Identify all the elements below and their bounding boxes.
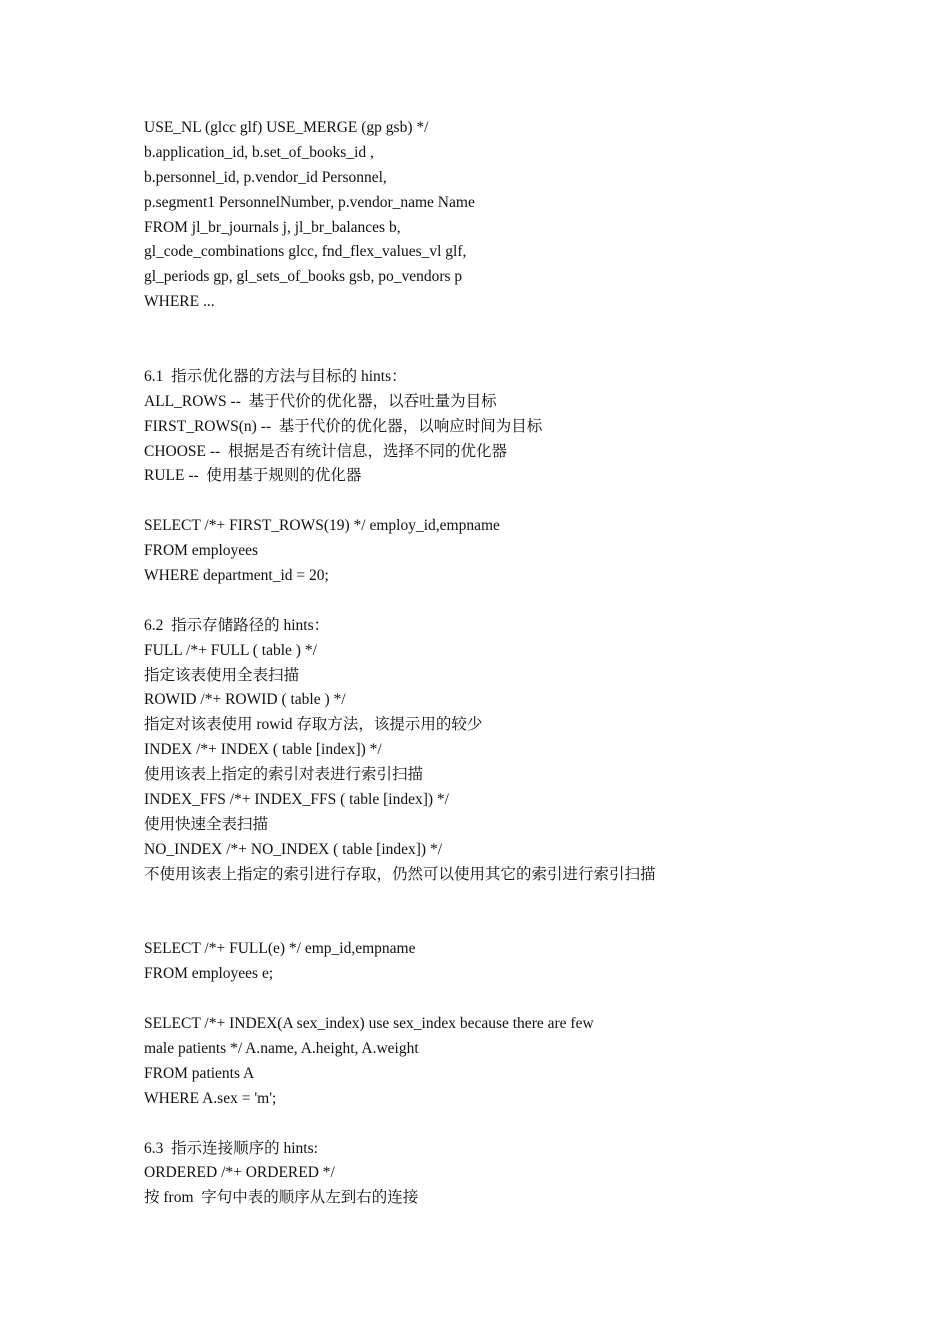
section-heading: 6.2 指示存储路径的 hints：	[144, 616, 330, 634]
text-line: RULE -- 使用基于规则的优化器	[144, 467, 362, 485]
blank-line	[144, 888, 904, 913]
code-line: FROM employees	[144, 542, 259, 560]
text-line: 指定对该表使用 rowid 存取方法，该提示用的较少	[144, 716, 483, 734]
text-line: CHOOSE -- 根据是否有统计信息，选择不同的优化器	[144, 442, 507, 460]
text-line: ALL_ROWS -- 基于代价的优化器，以吞吐量为目标	[144, 392, 497, 410]
text-line: ORDERED /*+ ORDERED */	[144, 1164, 335, 1182]
text-line: NO_INDEX /*+ NO_INDEX ( table [index]) */	[144, 840, 443, 858]
text-line: p.segment1 PersonnelNumber, p.vendor_name Name	[144, 193, 475, 211]
blank-line	[144, 589, 904, 614]
text-line: FIRST_ROWS(n) -- 基于代价的优化器，以响应时间为目标	[144, 417, 543, 435]
code-line: SELECT /*+ FIRST_ROWS(19) */ employ_id,empname	[144, 517, 500, 535]
section-heading: 6.3 指示连接顺序的 hints:	[144, 1139, 318, 1157]
code-line: WHERE department_id = 20;	[144, 567, 329, 585]
text-line: b.personnel_id, p.vendor_id Personnel,	[144, 168, 387, 186]
text-line: 指定该表使用全表扫描	[144, 666, 300, 684]
code-line: male patients */ A.name, A.height, A.weight	[144, 1039, 419, 1057]
text-line: ROWID /*+ ROWID ( table ) */	[144, 691, 346, 709]
blank-line	[144, 340, 904, 365]
text-line: INDEX_FFS /*+ INDEX_FFS ( table [index]) */	[144, 791, 449, 809]
code-line: SELECT /*+ INDEX(A sex_index) use sex_index because there are few	[144, 1015, 594, 1033]
text-line: INDEX /*+ INDEX ( table [index]) */	[144, 741, 382, 759]
text-line: b.application_id, b.set_of_books_id ,	[144, 143, 374, 161]
section-heading: 6.1 指示优化器的方法与目标的 hints：	[144, 367, 407, 385]
blank-line	[144, 489, 904, 514]
blank-line	[144, 913, 904, 938]
code-line: SELECT /*+ FULL(e) */ emp_id,empname	[144, 940, 416, 958]
text-line: 按 from 字句中表的顺序从左到右的连接	[144, 1189, 419, 1207]
text-line: WHERE ...	[144, 293, 215, 311]
code-line: FROM employees e;	[144, 965, 274, 983]
text-line: 使用快速全表扫描	[144, 815, 269, 833]
blank-line	[144, 315, 904, 340]
text-line: gl_periods gp, gl_sets_of_books gsb, po_vendors p	[144, 268, 463, 286]
text-line: USE_NL (glcc glf) USE_MERGE (gp gsb) */	[144, 119, 429, 136]
text-line: FULL /*+ FULL ( table ) */	[144, 641, 317, 659]
text-line: gl_code_combinations glcc, fnd_flex_values_vl glf,	[144, 243, 467, 261]
code-line: WHERE A.sex = 'm';	[144, 1089, 277, 1107]
document-body	[144, 116, 904, 1211]
blank-line	[144, 987, 904, 1012]
text-line: 不使用该表上指定的索引进行存取，仍然可以使用其它的索引进行索引扫描	[144, 865, 656, 883]
text-line: 使用该表上指定的索引对表进行索引扫描	[144, 766, 424, 784]
blank-line	[144, 1112, 904, 1137]
text-line: FROM jl_br_journals j, jl_br_balances b,	[144, 218, 401, 236]
code-line: FROM patients A	[144, 1064, 255, 1082]
